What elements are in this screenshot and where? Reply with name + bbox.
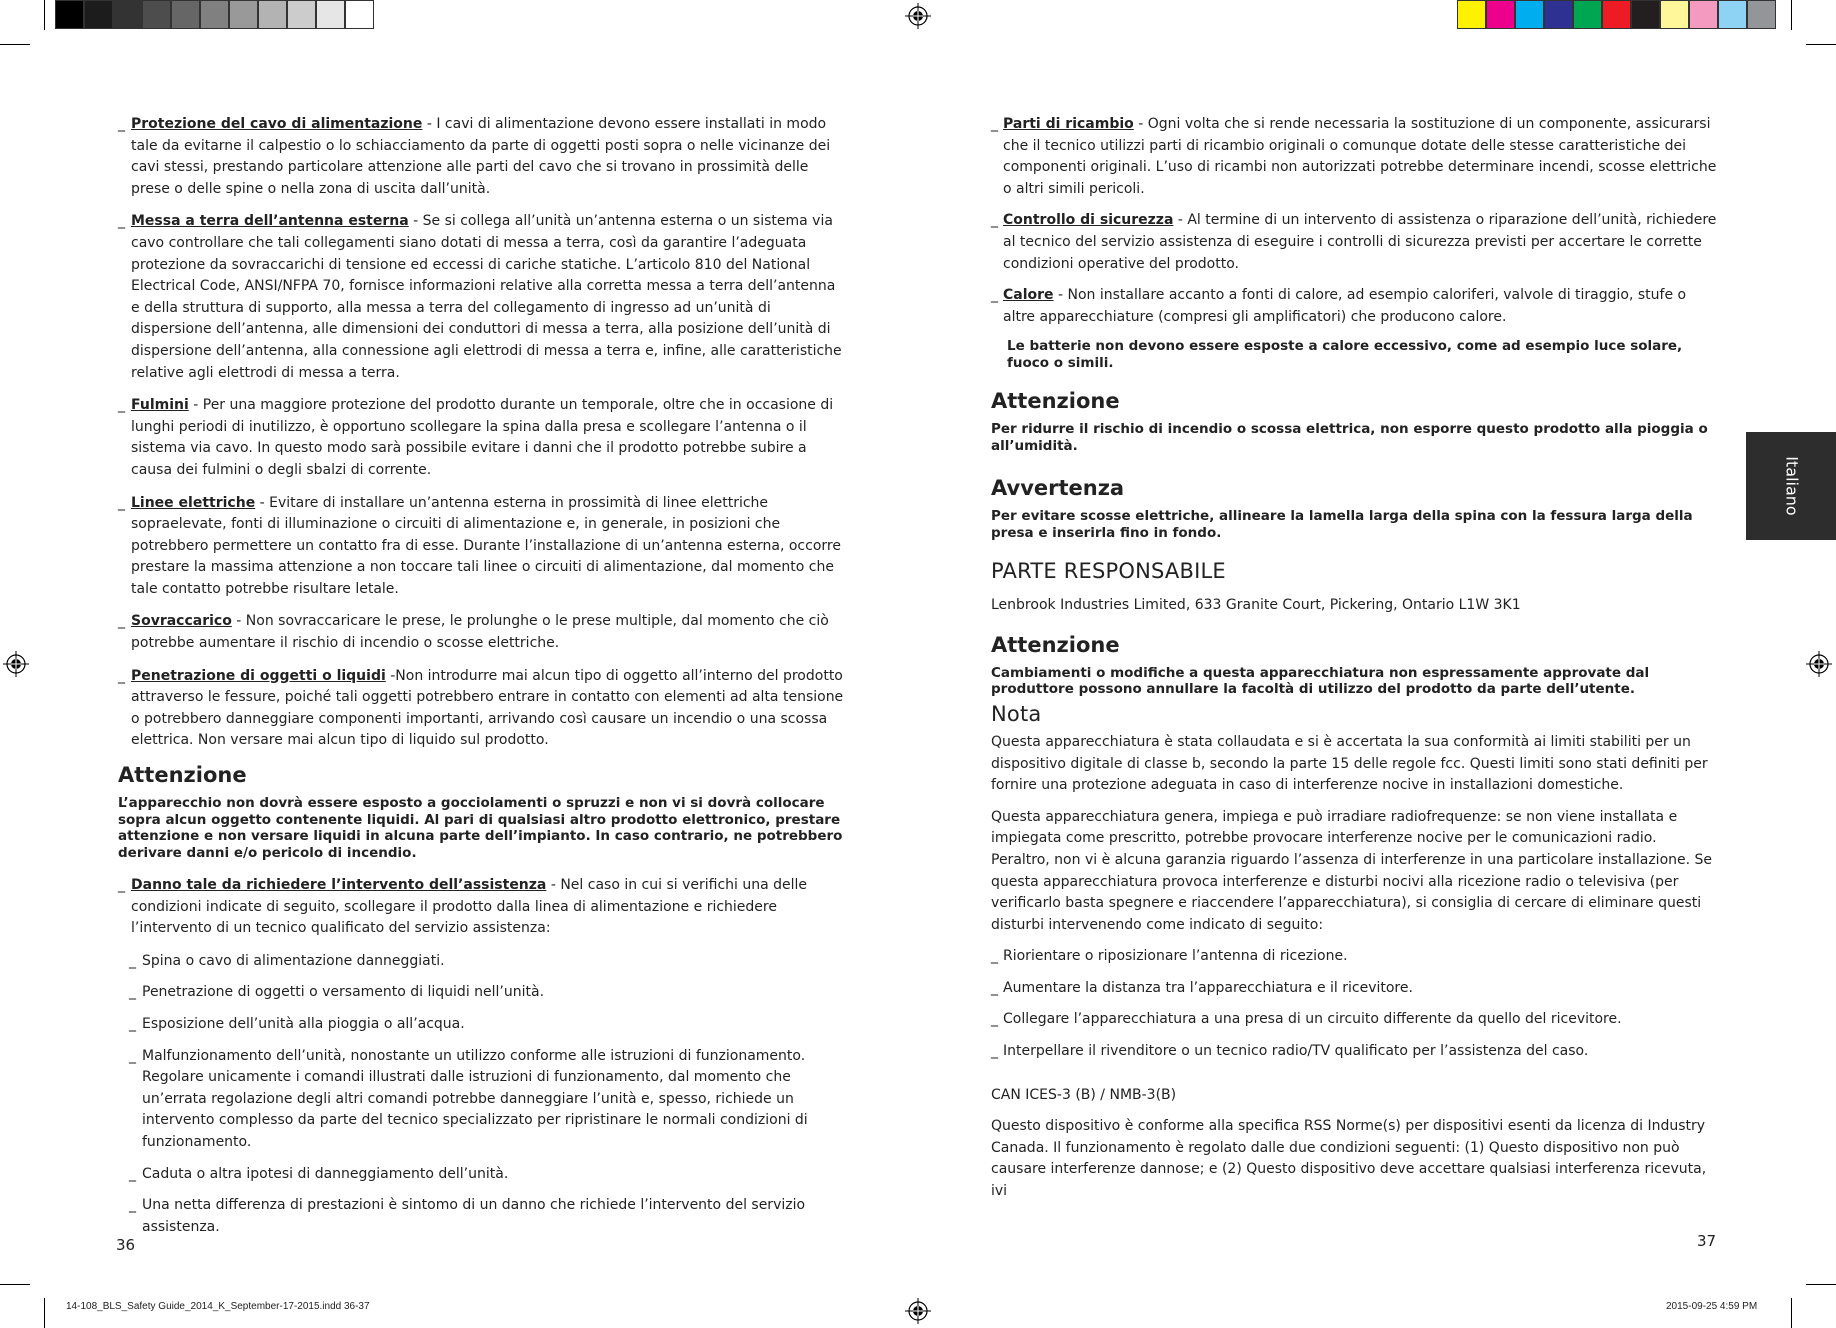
left-page-column <box>118 114 848 1248</box>
attention-heading: Attenzione <box>991 632 1120 657</box>
registration-mark-icon <box>905 3 931 29</box>
process-color-bar <box>1457 0 1776 29</box>
gray-swatch <box>287 0 316 29</box>
gray-swatch <box>84 0 113 29</box>
gray-color-bar <box>55 0 374 29</box>
language-tab <box>1746 432 1836 540</box>
service-subitem: _ Penetrazione di oggetti o versamento di liquidi nell’unità. <box>118 982 848 1004</box>
warning-text: Per evitare scosse elettriche, allineare la lamella larga della spina con la fessura larga della presa e inserirla fino in fondo. <box>991 508 1693 541</box>
industry-canada-text: Questo dispositivo è conforme alla specifica RSS Norme(s) per dispositivi esenti da licenza di Industry Canada. Il funzionamento è regolato dalle due condizioni seguenti: (1) Questo dispositivo non può causare interferenze dannose; e (2) Questo dispositivo deve accettare qualsiasi interferenza ricevuta, ivi <box>991 1118 1707 1200</box>
safety-item: _ Linee elettriche - Evitare di installare un’antenna esterna in prossimità di linee elettriche sopraelevate, fonti di illuminazione o circuiti di alimentazione e, in generale, in posizioni che potrebbero permettere un contatto fra di esse. Durante l’installazione di un’antenna esterna, occorre prestare la massima attenzione a non toccare tali linee o circuiti di alimentazione, dal momento che tale contatto potrebbe risultare letale. <box>118 493 848 601</box>
responsible-party-heading: PARTE RESPONSABILE <box>991 559 1226 584</box>
safety-item: _ Controllo di sicurezza - Al termine di un intervento di assistenza o riparazione dell’unità, richiedere al tecnico del servizio assistenza di eseguire i controlli di sicurezza previsti per accertare le corrette condizioni operative del prodotto. <box>991 210 1717 275</box>
gray-swatch <box>113 0 142 29</box>
page-number-right: 37 <box>1697 1232 1717 1250</box>
crop-mark <box>0 44 30 45</box>
safety-item: _ Parti di ricambio - Ogni volta che si rende necessaria la sostituzione di un componente, assicurarsi che il tecnico utilizzi parti di ricambio originali o comunque dotate delle stesse caratteristiche dei componenti originali. L’uso di ricambi non autorizzati potrebbe determinare incendi, scosse elettriche o altri simili pericoli. <box>991 114 1717 200</box>
warning-heading: Avvertenza <box>991 476 1125 501</box>
process-swatch <box>1602 0 1631 29</box>
gray-swatch <box>316 0 345 29</box>
safety-item: _ Penetrazione di oggetti o liquidi -Non introdurre mai alcun tipo di oggetto all’interno del prodotto attraverso le fessure, poiché tali oggetti potrebbero entrare in contatto con elementi ad alta tensione o potrebbero danneggiare componenti importanti, arrivando così causare un incendio o una scossa elettrica. Non versare mai alcun tipo di liquido sul prodotto. <box>118 666 848 752</box>
registration-mark-icon <box>905 1298 931 1324</box>
process-swatch <box>1457 0 1486 29</box>
can-ices-label: CAN ICES-3 (B) / NMB-3(B) <box>991 1086 1177 1103</box>
note-paragraph: Questa apparecchiatura genera, impiega e può irradiare radiofrequenze: se non viene installata e impiegata come prescritto, potrebbe provocare interferenze nocive per le comunicazioni radio. Peraltro, non vi è alcuna garanzia riguardo l’assenza di interferenze in una particolare installazione. Se questa apparecchiatura provoca interferenze e disturbi nocivi alla ricezione radio o televisiva (per verificarlo basta spegnere e riaccendere l’apparecchiatura), si consiglia di cercare di eliminare questi disturbi intervenendo come indicato di seguito: <box>991 808 1713 933</box>
gray-swatch <box>171 0 200 29</box>
gray-swatch <box>345 0 374 29</box>
service-item: _ Danno tale da richiedere l’intervento dell’assistenza - Nel caso in cui si verifichi una delle condizioni indicate di seguito, scollegare il prodotto dalla linea di alimentazione e richiedere l’intervento di un tecnico qualificato del servizio assistenza: <box>118 875 848 940</box>
crop-mark <box>1791 0 1792 30</box>
safety-item: _ Fulmini - Per una maggiore protezione del prodotto durante un temporale, oltre che in occasione di lunghi periodi di inutilizzo, è opportuno scollegare la spina dalla presa e scollegare l’antenna o il sistema via cavo. In questo modo sarà possibile evitare i danni che il prodotto potrebbe subire a causa dei fulmini o degli sbalzi di corrente. <box>118 395 848 481</box>
safety-item: _ Protezione del cavo di alimentazione - I cavi di alimentazione devono essere installati in modo tale da evitarne il calpestio o lo schiacciamento da parte di oggetti posti sopra o nelle vicinanze dei cavi stessi, prestando particolare attenzione alle parti del cavo che si trovano in prossimità delle prese o delle spine o nella zona di uscita dall’unità. <box>118 114 848 200</box>
process-swatch <box>1689 0 1718 29</box>
safety-item: _ Messa a terra dell’antenna esterna - Se si collega all’unità un’antenna esterna o un sistema via cavo controllare che tali collegamenti siano dotati di messa a terra, così da garantire l’adeguata protezione da sovraccarichi di tensione ed eccessi di cariche statiche. L’articolo 810 del National Electrical Code, ANSI/NFPA 70, fornisce informazioni relative alla corretta messa a terra dell’antenna e della struttura di supporto, alla messa a terra del collegamento di ingresso ad un’unità di dispersione dell’antenna, alle dimensioni dei conduttori di messa a terra, alla posizione dell’unità di dispersione dell’antenna, alla connessione agli elettrodi di messa a terra e, infine, alle caratteristiche relative agli elettrodi di messa a terra. <box>118 211 848 384</box>
service-subitem: _ Spina o cavo di alimentazione danneggiati. <box>118 951 848 973</box>
crop-mark <box>0 1284 30 1285</box>
responsible-party-address: Lenbrook Industries Limited, 633 Granite Court, Pickering, Ontario L1W 3K1 <box>991 597 1521 614</box>
gray-swatch <box>258 0 287 29</box>
crop-mark <box>44 1298 45 1328</box>
process-swatch <box>1486 0 1515 29</box>
safety-item: _ Calore - Non installare accanto a fonti di calore, ad esempio caloriferi, valvole di tiraggio, stufe o altre apparecchiature (compresi gli amplificatori) che producono calore. <box>991 285 1717 328</box>
note-paragraph: Questa apparecchiatura è stata collaudata e si è accertata la sua conformità ai limiti stabiliti per un dispositivo digitale di classe b, secondo la parte 15 delle regole fcc. Questi limiti sono stati definiti per fornire una protezione adeguata in caso di interferenze nocive in installazioni domestiche. <box>991 733 1708 794</box>
registration-mark-icon <box>3 651 29 677</box>
attention-text: L’apparecchio non dovrà essere esposto a gocciolamenti o spruzzi e non vi si dovrà collocare sopra alcun oggetto contenente liquidi. Al pari di qualsiasi altro prodotto elettronico, prestare attenzione e non versare liquidi in alcuna parte dell’impianto. In caso contrario, ne potrebbero derivare danni e/o pericolo di incendio. <box>118 795 843 861</box>
process-swatch <box>1660 0 1689 29</box>
service-subitem: _ Esposizione dell’unità alla pioggia o all’acqua. <box>118 1014 848 1036</box>
remedy-item: _ Riorientare o riposizionare l’antenna di ricezione. <box>991 946 1717 968</box>
attention-heading: Attenzione <box>991 389 1120 414</box>
remedy-item: _ Interpellare il rivenditore o un tecnico radio/TV qualificato per l’assistenza del caso. <box>991 1041 1717 1063</box>
right-page-column <box>991 114 1717 1213</box>
gray-swatch <box>142 0 171 29</box>
remedy-item: _ Collegare l’apparecchiatura a una presa di un circuito differente da quello del ricevitore. <box>991 1009 1717 1031</box>
registration-mark-icon <box>1806 651 1832 677</box>
process-swatch <box>1544 0 1573 29</box>
service-subitem: _ Una netta differenza di prestazioni è sintomo di un danno che richiede l’intervento del servizio assistenza. <box>118 1195 848 1238</box>
process-swatch <box>1573 0 1602 29</box>
crop-mark <box>1806 44 1836 45</box>
gray-swatch <box>55 0 84 29</box>
gray-swatch <box>229 0 258 29</box>
language-tab-label: Italiano <box>1782 456 1802 516</box>
process-swatch <box>1747 0 1776 29</box>
crop-mark <box>1806 1284 1836 1285</box>
file-slug: 14-108_BLS_Safety Guide_2014_K_September-17-2015.indd 36-37 <box>66 1301 370 1312</box>
service-subitem: _ Caduta o altra ipotesi di danneggiamento dell’unità. <box>118 1164 848 1186</box>
attention-heading: Attenzione <box>118 763 247 788</box>
process-swatch <box>1631 0 1660 29</box>
process-swatch <box>1718 0 1747 29</box>
crop-mark <box>44 0 45 30</box>
date-slug: 2015-09-25 4:59 PM <box>1666 1301 1758 1312</box>
crop-mark <box>1791 1298 1792 1328</box>
battery-note: Le batterie non devono essere esposte a calore eccessivo, come ad esempio luce solare, fuoco o simili. <box>1007 338 1683 371</box>
service-subitem: _ Malfunzionamento dell’unità, nonostante un utilizzo conforme alle istruzioni di funzionamento. Regolare unicamente i comandi illustrati dalle istruzioni di funzionamento, dal momento che un’errata regolazione degli altri comandi potrebbe danneggiare l’unità e, spesso, richiede un intervento complesso da parte del tecnico specializzato per ripristinare le normali condizioni di funzionamento. <box>118 1046 848 1154</box>
process-swatch <box>1515 0 1544 29</box>
remedy-item: _ Aumentare la distanza tra l’apparecchiatura e il ricevitore. <box>991 978 1717 1000</box>
gray-swatch <box>200 0 229 29</box>
safety-item: _ Sovraccarico - Non sovraccaricare le prese, le prolunghe o le prese multiple, dal momento che ciò potrebbe aumentare il rischio di incendio o scosse elettriche. <box>118 611 848 654</box>
attention-text: Cambiamenti o modifiche a questa apparecchiatura non espressamente approvate dal produttore possono annullare la facoltà di utilizzo del prodotto da parte dell’utente. <box>991 664 1650 698</box>
page-number-left: 36 <box>116 1236 136 1254</box>
note-heading: Nota <box>991 701 1042 726</box>
attention-text: Per ridurre il rischio di incendio o scossa elettrica, non esporre questo prodotto alla pioggia o all’umidità. <box>991 421 1708 454</box>
